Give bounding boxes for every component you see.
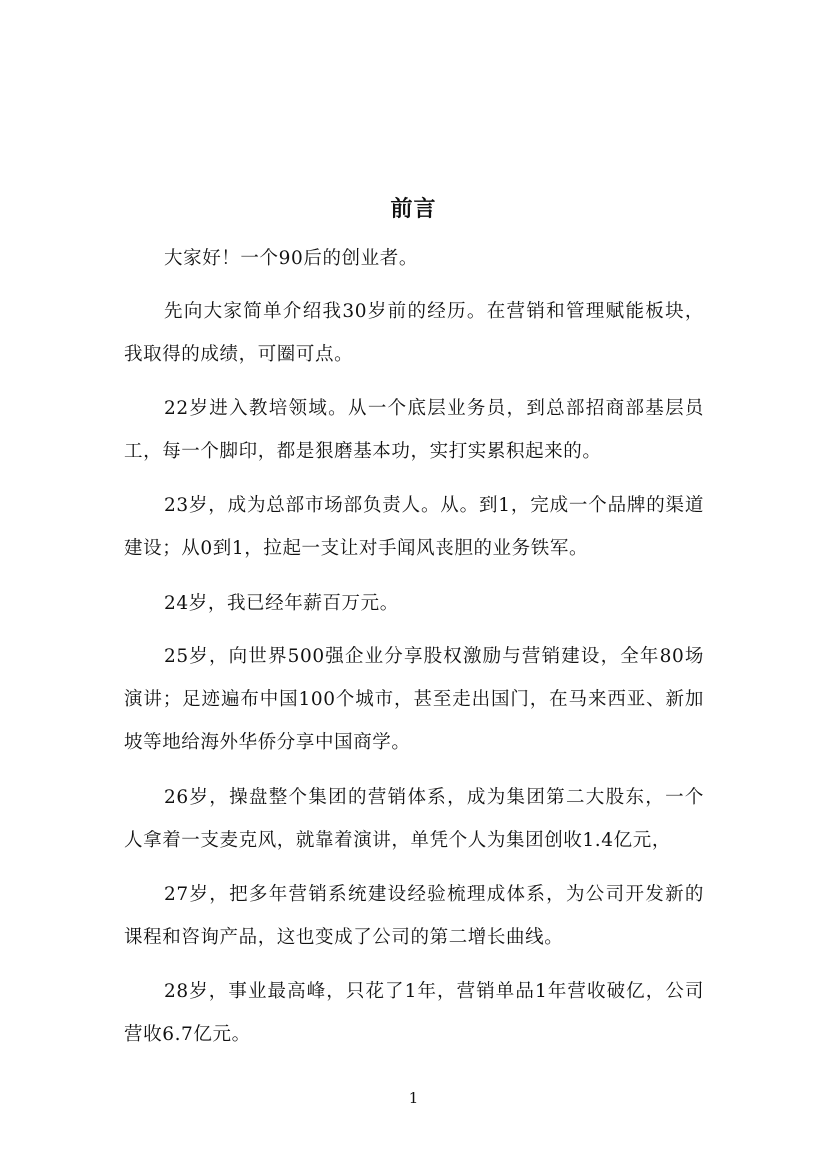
paragraph-age-24: 24岁，我已经年薪百万元。 — [164, 593, 399, 614]
page-title: 前言 — [390, 196, 437, 222]
paragraph-age-23: 23岁，成为总部市场部负责人。从。到1，完成一个品牌的渠道建设；从0到1，拉起一支让对手闻风丧胆的业务铁军。 — [124, 495, 704, 559]
paragraph-age-26: 26岁，操盘整个集团的营销体系，成为集团第二大股东，一个人拿着一支麦克风，就靠着演讲，单凭个人为集团创收1.4亿元， — [124, 787, 704, 851]
paragraph-age-27: 27岁，把多年营销系统建设经验梳理成体系，为公司开发新的课程和咨询产品，这也变成了公司的第二增长曲线。 — [124, 884, 704, 948]
page-number: 1 — [408, 1089, 419, 1107]
paragraph-age-25: 25岁，向世界500强企业分享股权激励与营销建设，全年80场演讲；足迹遍布中国100个城市，甚至走出国门，在马来西亚、新加坡等地给海外华侨分享中国商学。 — [124, 646, 704, 753]
paragraph-overview: 先向大家简单介绍我30岁前的经历。在营销和管理赋能板块，我取得的成绩，可圈可点。 — [124, 301, 704, 365]
paragraph-intro: 大家好！一个90后的创业者。 — [164, 248, 418, 269]
paragraph-age-28: 28岁，事业最高峰，只花了1年，营销单品1年营收破亿，公司营收6.7亿元。 — [124, 981, 704, 1045]
paragraph-age-22: 22岁进入教培领域。从一个底层业务员，到总部招商部基层员工，每一个脚印，都是狠磨基本功，实打实累积起来的。 — [124, 398, 704, 462]
